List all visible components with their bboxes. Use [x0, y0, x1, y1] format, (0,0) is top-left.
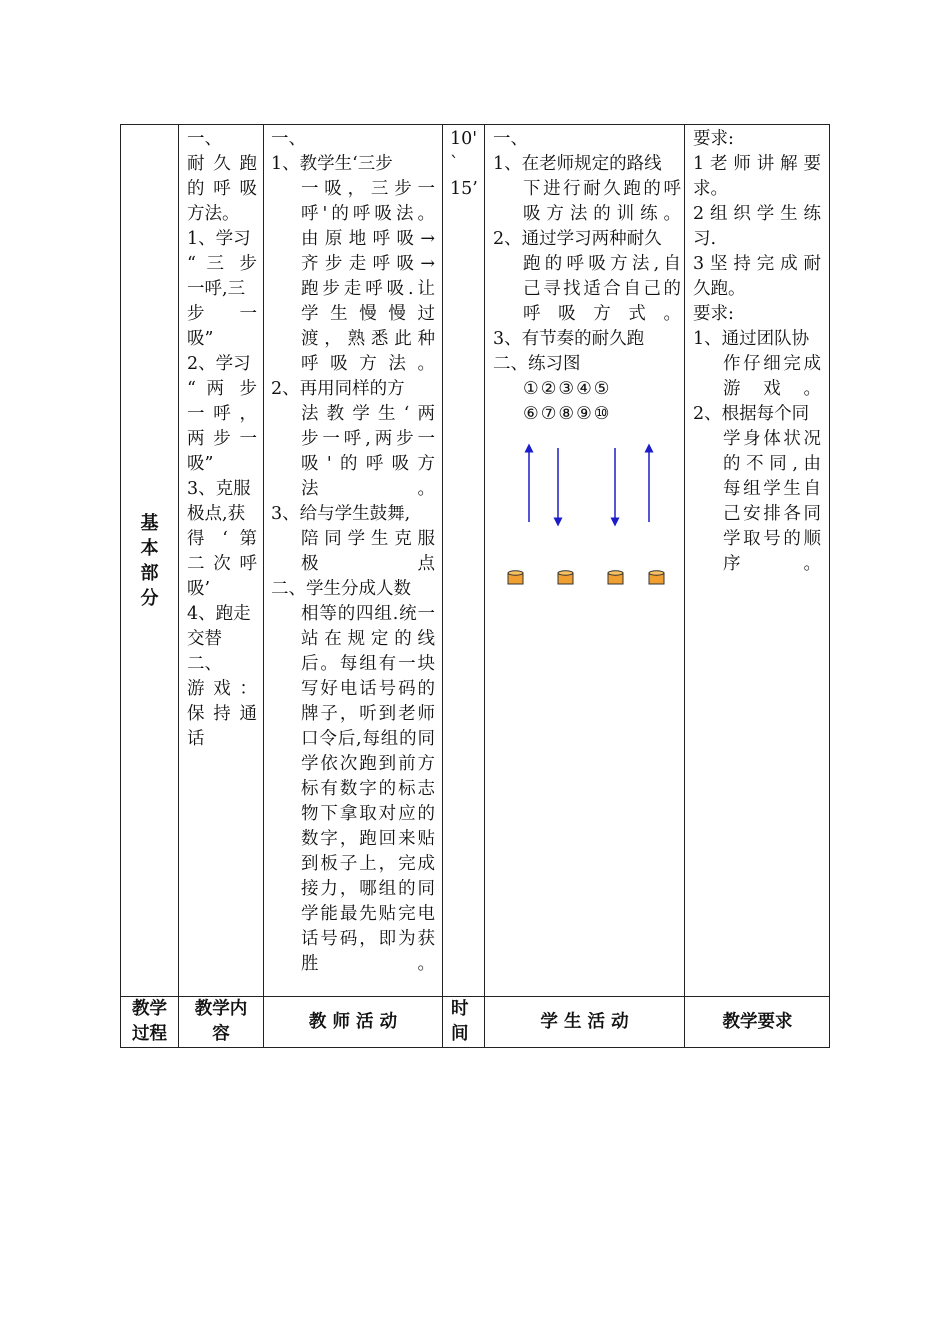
header-text: 教 师 活 动	[308, 1011, 398, 1032]
text-line: 的不同,由	[723, 454, 821, 474]
text-line: 吸”	[187, 454, 214, 474]
header-teacher-activity	[264, 997, 442, 1047]
text-line: 吸'的呼吸方	[301, 454, 435, 474]
text-line: 二、	[187, 654, 222, 674]
text-line: 步一呼,两步一	[301, 429, 435, 449]
text-line: 1、在老师规定的路线	[493, 154, 662, 174]
text-line: 数字，跑回来贴	[301, 829, 435, 849]
text-line: 2、学习	[187, 354, 251, 374]
text-line: 胜。	[301, 954, 435, 974]
header-text: 间	[451, 1024, 469, 1044]
col-divider	[442, 125, 443, 1047]
text-line: 3、给与学生鼓舞,	[271, 504, 411, 524]
text-line: 二、练习图	[493, 354, 581, 374]
text-line: 一呼,三	[187, 279, 246, 299]
text-line: `	[450, 154, 459, 174]
text-line: 由原地呼吸→	[301, 229, 435, 249]
text-line: 一吸，三步一	[301, 179, 435, 199]
header-text: 时	[451, 999, 469, 1019]
col-divider	[178, 125, 179, 1047]
text-line: 序。	[723, 554, 821, 574]
time-allocation	[450, 127, 482, 202]
header-requirements	[685, 997, 830, 1047]
text-line: 游戏。	[723, 379, 821, 399]
header-process	[121, 997, 178, 1047]
teaching-requirements	[693, 127, 821, 577]
text-line: 跑的呼吸方法,自	[523, 254, 681, 274]
text-line: 要求:	[693, 129, 734, 149]
text-line: 的 呼 吸	[187, 179, 257, 199]
text-line: 15’	[450, 179, 478, 199]
text-line: 1、通过团队协	[693, 329, 810, 349]
text-line: 呼吸方式。	[523, 304, 681, 324]
text-line: 3、有节奏的耐久跑	[493, 329, 645, 349]
text-line: 1、学习	[187, 229, 251, 249]
text-line: 吸方法的训练。	[523, 204, 681, 224]
text-line: 呼吸方法。	[301, 354, 435, 374]
text-line: 话号码，即为获	[301, 929, 435, 949]
text-line: 4、跑走	[187, 604, 251, 624]
text-line: 二 次 呼	[187, 554, 257, 574]
text-line: 游 戏 ：	[187, 679, 257, 699]
header-text: 过程	[132, 1024, 167, 1044]
text-line: 下进行耐久跑的呼	[523, 179, 681, 199]
text-line: 交替	[187, 629, 222, 649]
header-time	[443, 997, 484, 1047]
text-line: 方法。	[187, 204, 240, 224]
text-line: 要求:	[693, 304, 734, 324]
text-line: 一、	[187, 129, 222, 149]
text-line: 接力，哪组的同	[301, 879, 435, 899]
text-line: 相等的四组.统一	[301, 604, 435, 624]
text-line: 1老师讲解要	[693, 154, 821, 174]
text-line: 牌子，听到老师	[301, 704, 435, 724]
text-line: 耐 久 跑	[187, 154, 257, 174]
text-line: 学取号的顺	[723, 529, 821, 549]
text-line: 后。每组有一块	[301, 654, 435, 674]
text-line: 2、根据每个同	[693, 404, 810, 424]
text-line: 一、	[271, 129, 306, 149]
text-line: 渡，熟悉此种	[301, 329, 435, 349]
text-line: 二、学生分成人数	[271, 579, 411, 599]
text-line: 法。	[301, 479, 435, 499]
header-text: 教学内	[194, 999, 248, 1019]
text-line: 跑步走呼吸.让	[301, 279, 435, 299]
cone-icon	[508, 571, 523, 584]
text-line: 呼'的呼吸法。	[301, 204, 435, 224]
teacher-activity	[271, 127, 435, 977]
text-line: 久跑。	[693, 279, 746, 299]
text-line: 得 ‘ 第	[187, 529, 257, 549]
text-line: 学依次跑到前方	[301, 754, 435, 774]
text-line: 己寻找适合自己的	[523, 279, 681, 299]
text-line: 法教学生‘两	[301, 404, 435, 424]
text-line: 3坚持完成耐	[693, 254, 821, 274]
text-line: 2组织学生练	[693, 204, 821, 224]
section-label-char: 本	[140, 537, 159, 559]
text-line: 齐步走呼吸→	[301, 254, 435, 274]
text-line: 每组学生自	[723, 479, 821, 499]
text-line: “ 两 步	[187, 379, 257, 399]
header-text: 学 生 活 动	[540, 1011, 629, 1032]
col-divider	[263, 125, 264, 1047]
cone-icon	[608, 571, 623, 584]
text-line: 10'	[450, 129, 478, 149]
col-divider	[484, 125, 485, 1047]
text-line: 学生慢慢过	[301, 304, 435, 324]
text-line: 2、再用同样的方	[271, 379, 405, 399]
text-line: 物下拿取对应的	[301, 804, 435, 824]
header-student-activity	[485, 997, 684, 1047]
text-line: 写好电话号码的	[301, 679, 435, 699]
text-line: 1、教学生‘三步	[271, 154, 393, 174]
text-line: 极点,获	[187, 504, 246, 524]
text-line: 吸’	[187, 579, 211, 599]
header-text: 教学要求	[722, 1011, 793, 1032]
text-line: 作仔细完成	[723, 354, 821, 374]
practice-diagram	[501, 440, 671, 590]
text-line: 步 一	[187, 304, 257, 324]
teaching-content	[187, 127, 257, 752]
text-line: 学能最先贴完电	[301, 904, 435, 924]
text-line: 口令后,每组的同	[301, 729, 435, 749]
text-line: 己安排各同	[723, 504, 821, 524]
text-line: 3、克服	[187, 479, 251, 499]
col-divider	[684, 125, 685, 1047]
cone-icon	[649, 571, 664, 584]
text-line: 到板子上，完成	[301, 854, 435, 874]
text-line: 保 持 通	[187, 704, 257, 724]
cone-icon	[558, 571, 573, 584]
text-line: 话	[187, 729, 205, 749]
header-text: 教学	[132, 999, 167, 1019]
text-line: 陪同学生克服	[301, 529, 435, 549]
text-line: 一、	[493, 129, 528, 149]
section-label	[121, 125, 178, 996]
section-label-char: 基	[140, 512, 159, 534]
text-line: 求。	[693, 179, 728, 199]
header-text: 容	[212, 1024, 230, 1044]
lesson-plan-table	[120, 124, 830, 1048]
text-line: 标有数字的标志	[301, 779, 435, 799]
text-line: 2、通过学习两种耐久	[493, 229, 662, 249]
section-label-char: 部	[140, 562, 159, 584]
text-line: 站在规定的线	[301, 629, 435, 649]
marker-numbers-row-2: ⑥⑦⑧⑨⑩	[523, 404, 612, 424]
header-content	[179, 997, 263, 1047]
text-line: 一 呼 ，	[187, 404, 257, 424]
section-label-char: 分	[140, 587, 159, 609]
text-line: 习.	[693, 229, 717, 249]
text-line: 学身体状况	[723, 429, 821, 449]
text-line: “ 三 步	[187, 254, 257, 274]
marker-numbers-row-1: ①②③④⑤	[523, 379, 612, 399]
text-line: 两 步 一	[187, 429, 257, 449]
student-activity	[493, 127, 681, 427]
text-line: 极点	[301, 554, 435, 574]
text-line: 吸”	[187, 329, 214, 349]
